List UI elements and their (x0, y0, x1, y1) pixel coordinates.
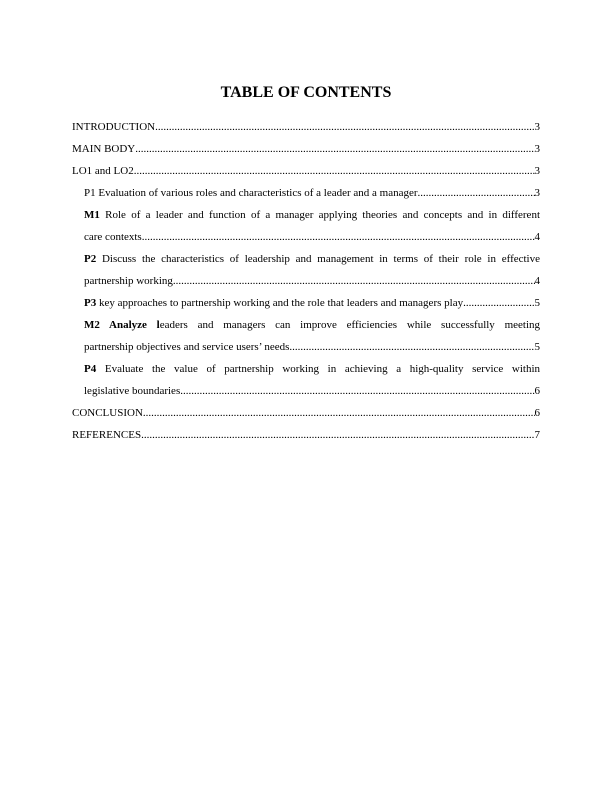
dot-leader (141, 424, 534, 446)
toc-entry-m2[interactable] (72, 314, 540, 336)
toc-page-number: 5 (534, 297, 540, 309)
toc-entry-lo1-lo2[interactable] (72, 160, 540, 182)
toc-entry-p4[interactable] (72, 358, 540, 380)
toc-entry-p2[interactable] (72, 248, 540, 270)
toc-page-number: 6 (534, 407, 540, 419)
toc-entry-main-body[interactable] (72, 138, 540, 160)
toc-page-number: 3 (534, 143, 540, 155)
dot-leader (143, 402, 535, 424)
dot-leader (463, 292, 534, 314)
toc-entry-introduction[interactable] (72, 116, 540, 138)
toc-entry-label: INTRODUCTION (72, 121, 156, 133)
toc-entry-label: partnership objectives and service users’ needs (84, 341, 290, 353)
toc-entry-label: MAIN BODY (72, 143, 136, 155)
toc-title: TABLE OF CONTENTS (220, 84, 392, 101)
toc-entry-m1-continued[interactable] (72, 226, 540, 248)
toc-page-number: 3 (534, 187, 540, 199)
toc-page-number: 4 (534, 231, 540, 243)
toc-entry-tag: P2 (84, 253, 97, 265)
dot-leader (418, 182, 535, 204)
table-of-contents (72, 116, 540, 446)
toc-entry-label: Discuss the characteristics of leadership and management in terms of their role in effective (101, 253, 540, 265)
toc-entry-label: REFERENCES (72, 429, 142, 441)
toc-entry-tag: M2 Analyze l (84, 319, 160, 331)
dot-leader (142, 226, 535, 248)
toc-page-number: 6 (534, 385, 540, 397)
toc-entry-label: LO1 and LO2 (72, 165, 134, 177)
toc-entry-p4-continued[interactable] (72, 380, 540, 402)
toc-entry-label: CONCLUSION (72, 407, 143, 419)
toc-entry-tag: M1 (84, 209, 100, 221)
toc-entry-label: Evaluate the value of partnership working in achieving a high-quality service within (104, 363, 540, 375)
toc-entry-label: key approaches to partnership working and the role that leaders and managers play (98, 297, 464, 309)
toc-entry-label: legislative boundaries (84, 385, 181, 397)
toc-entry-p3[interactable] (72, 292, 540, 314)
toc-entry-references[interactable] (72, 424, 540, 446)
toc-entry-label: Role of a leader and function of a manager applying theories and concepts and in different (105, 209, 540, 221)
dot-leader (289, 336, 534, 358)
toc-entry-label: eaders and managers can improve efficiencies while successfully meeting (159, 319, 540, 331)
toc-entry-m1[interactable] (72, 204, 540, 226)
toc-entry-label: P1 Evaluation of various roles and characteristics of a leader and a manager (84, 187, 418, 199)
dot-leader (173, 270, 535, 292)
toc-entry-p2-continued[interactable] (72, 270, 540, 292)
toc-page-number: 4 (534, 275, 540, 287)
toc-entry-m2-continued[interactable] (72, 336, 540, 358)
dot-leader (180, 380, 534, 402)
toc-entry-tag: P3 (84, 297, 97, 309)
toc-entry-tag: P4 (84, 363, 97, 375)
toc-page-number: 7 (534, 429, 540, 441)
toc-entry-label: partnership working (84, 275, 173, 287)
dot-leader (134, 160, 535, 182)
toc-entry-label: care contexts (84, 231, 142, 243)
dot-leader (155, 116, 534, 138)
toc-entry-conclusion[interactable] (72, 402, 540, 424)
toc-page-number: 5 (534, 341, 540, 353)
toc-page-number: 3 (534, 121, 540, 133)
toc-page-number: 3 (534, 165, 540, 177)
toc-entry-p1[interactable] (72, 182, 540, 204)
dot-leader (135, 138, 534, 160)
